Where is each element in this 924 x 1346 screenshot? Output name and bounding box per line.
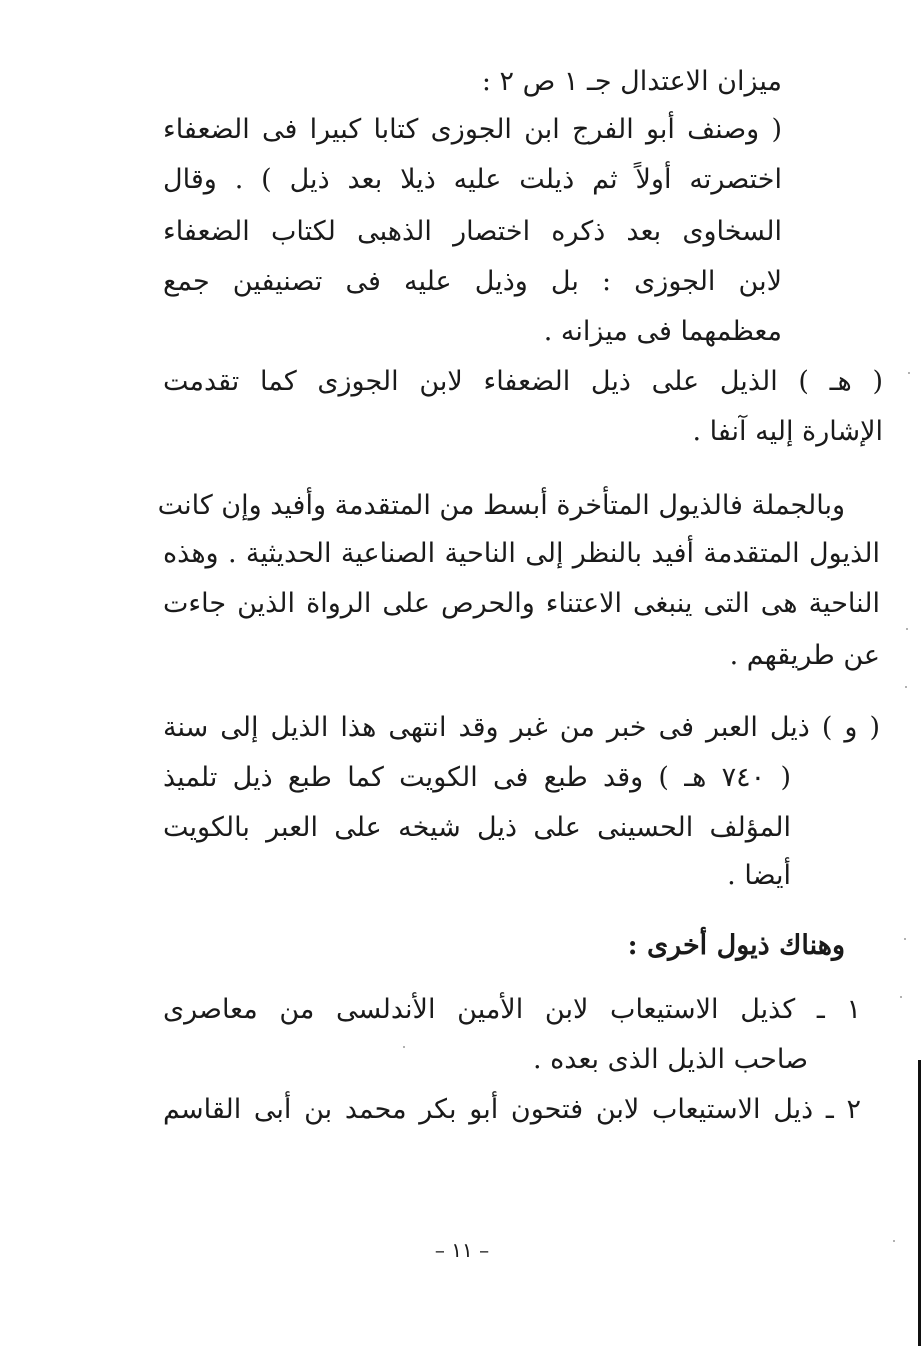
item-w-line: المؤلف الحسينى على ذيل شيخه على العبر بالكويت	[163, 812, 791, 843]
quote-line: السخاوى بعد ذكره اختصار الذهبى لكتاب الضعفاء	[163, 216, 782, 247]
paper-speck	[908, 372, 910, 374]
summary-line: عن طريقهم .	[729, 640, 880, 671]
paper-speck	[403, 1046, 405, 1048]
list-item-1-line: ١ ـ كذيل الاستيعاب لابن الأمين الأندلسى من معاصرى	[163, 994, 861, 1025]
paper-speck	[893, 1240, 895, 1242]
paper-speck	[906, 628, 908, 630]
summary-line: وبالجملة فالذيول المتأخرة أبسط من المتقدمة وأفيد وإن كانت	[157, 490, 845, 521]
item-w-line: ( و ) ذيل العبر فى خبر من غبر وقد انتهى هذا الذيل إلى سنة	[163, 712, 880, 743]
item-w-line: أيضا .	[727, 860, 791, 891]
summary-line: الناحية هى التى ينبغى الاعتناء والحرص على الرواة الذين جاءت	[163, 588, 880, 619]
page-number: – ١١ –	[434, 1238, 490, 1262]
paper-speck	[905, 686, 907, 688]
quote-line: اختصرته أولاً ثم ذيلت عليه ذيلا بعد ذيل ) . وقال	[163, 164, 782, 195]
item-h-line: الإشارة إليه آنفا .	[692, 416, 883, 447]
quote-line: ( وصنف أبو الفرج ابن الجوزى كتابا كبيرا فى الضعفاء	[163, 114, 782, 145]
list-item-1-line: صاحب الذيل الذى بعده .	[532, 1044, 808, 1075]
summary-line: الذيول المتقدمة أفيد بالنظر إلى الناحية الصناعية الحديثية . وهذه	[163, 538, 880, 569]
source-header: ميزان الاعتدال جـ ١ ص ٢ :	[481, 66, 782, 97]
quote-line: لابن الجوزى : بل وذيل عليه فى تصنيفين جمع	[163, 266, 782, 297]
list-item-2-line: ٢ ـ ذيل الاستيعاب لابن فتحون أبو بكر محمد بن أبى القاسم	[163, 1094, 861, 1125]
quote-line: معظمهما فى ميزانه .	[543, 316, 782, 347]
page-edge-rule	[918, 1060, 921, 1346]
paper-speck	[904, 938, 906, 940]
other-tails-heading: وهناك ذيول أخرى :	[627, 930, 845, 961]
paper-speck	[900, 996, 902, 998]
item-w-line: ( ٧٤٠ هـ ) وقد طبع فى الكويت كما طبع ذيل تلميذ	[163, 762, 791, 793]
item-h-line: ( هـ ) الذيل على ذيل الضعفاء لابن الجوزى كما تقدمت	[163, 366, 883, 397]
